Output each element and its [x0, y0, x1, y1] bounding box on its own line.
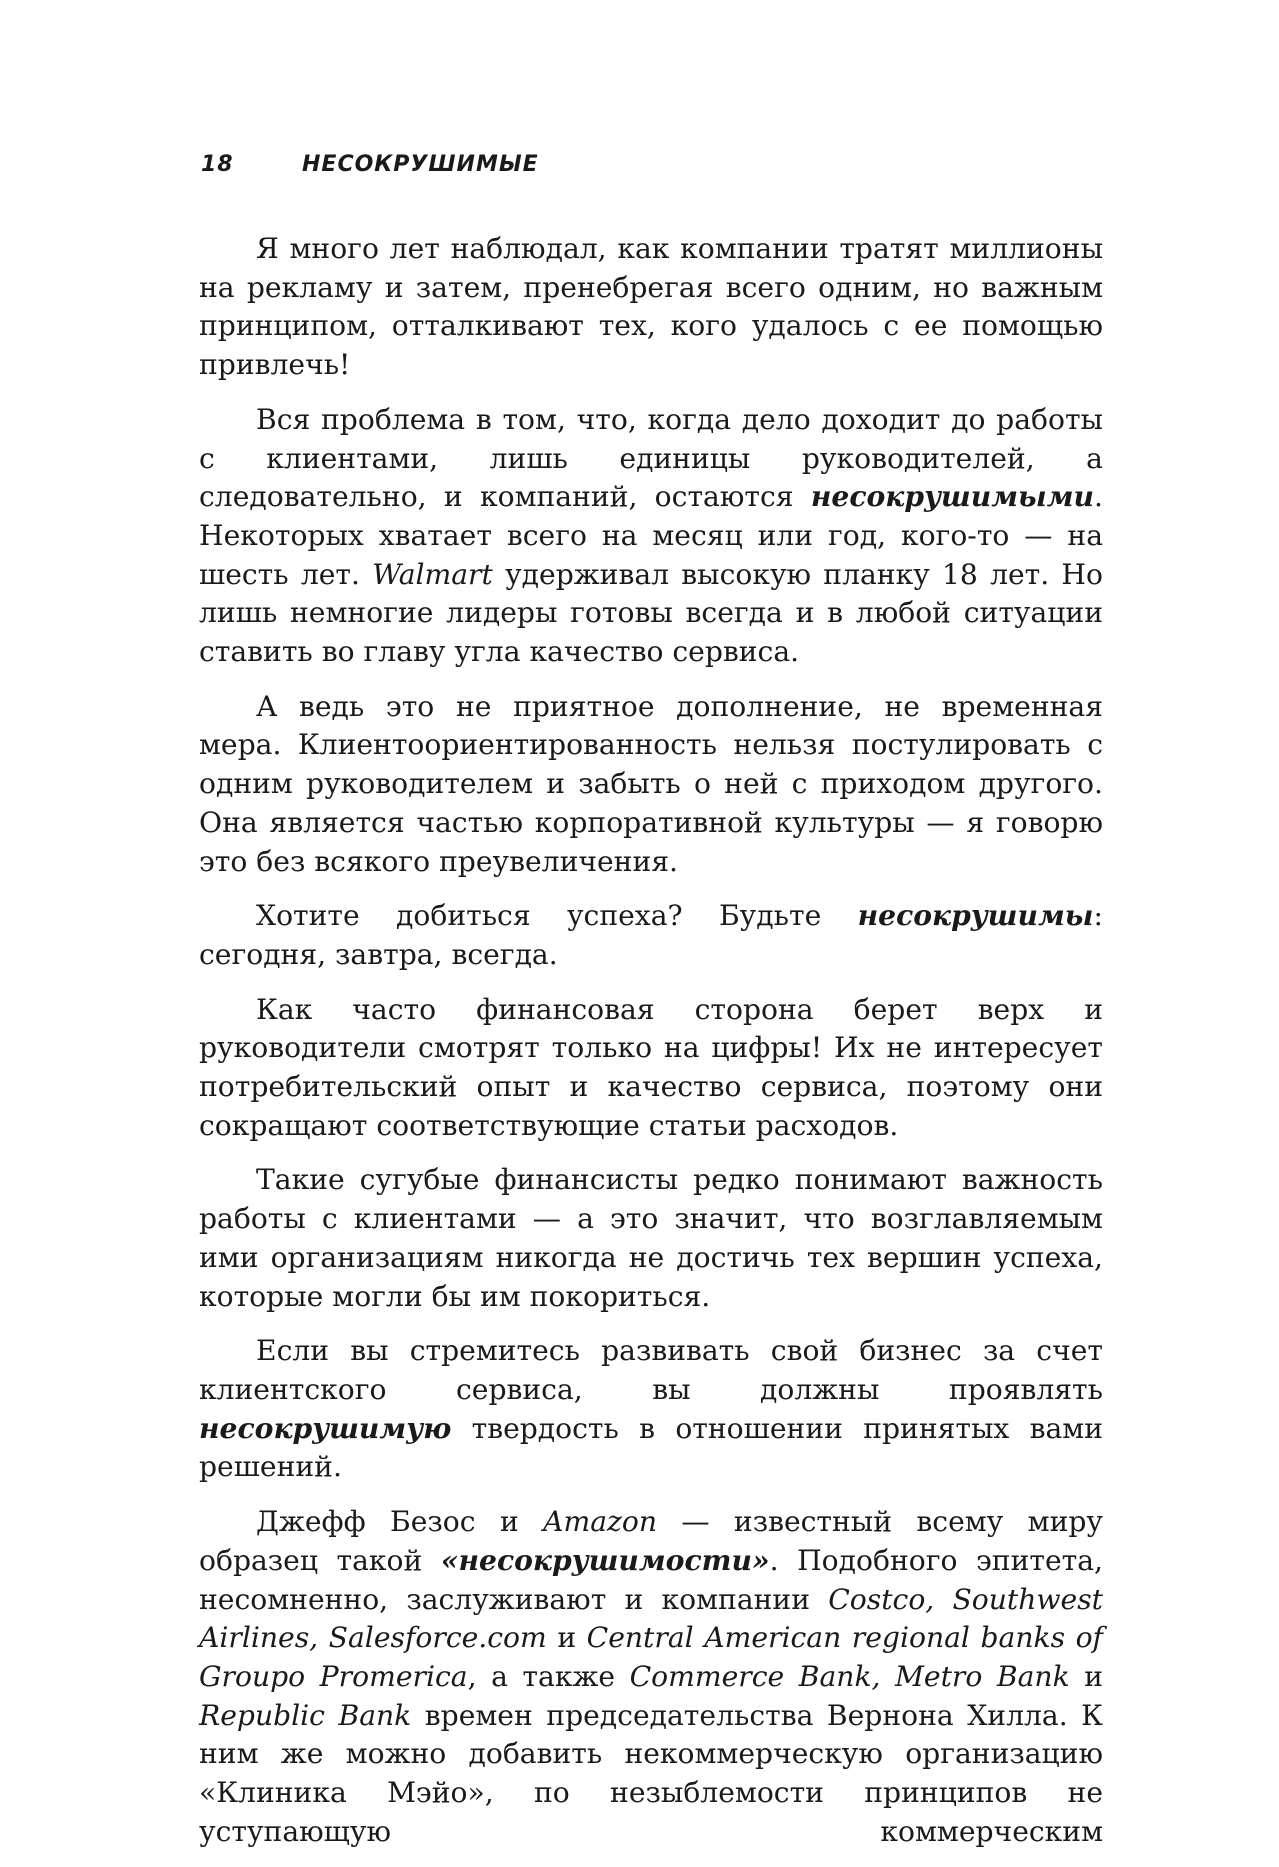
- text-run: Как часто финансовая сторона берет верх и руководители смотрят только на цифры! Их не интересует потребительский опыт и качество сервиса, поэтому они сокращают соответствующие статьи расходов.: [199, 992, 1103, 1142]
- emphasis-bold: несокрушимы: [857, 899, 1094, 933]
- text-run: удерживал высокую планку 18 лет. Но лишь немногие лидеры готовы всегда и в любой ситуации ставить во главу угла качество сервиса.: [199, 557, 1103, 669]
- text-run: . Некоторых хватает всего на месяц или год, кого-то — на шесть лет.: [199, 480, 1103, 591]
- text-run: и: [1069, 1659, 1103, 1693]
- text-run: — известный всему миру образец такой: [199, 1505, 1103, 1577]
- text-run: А ведь это не приятное дополнение, не временная мера. Клиентоориентированность нельзя постулировать с одним руководителем и забыть о ней с приходом другого. Она является частью корпоративной культуры — я говорю это без всякого преувеличения.: [199, 689, 1103, 878]
- emphasis-italic: Commerce Bank, Metro Bank: [629, 1659, 1070, 1693]
- text-run: Я много лет наблюдал, как компании тратят миллионы на рекламу и затем, пренебрегая всего одним, но важным принципом, отталкивают тех, кого удалось с ее помощью привлечь!: [199, 232, 1103, 382]
- paragraph: [199, 1503, 1103, 1851]
- text-run: : сегодня, завтра, всегда.: [199, 899, 1103, 971]
- paragraph: [199, 991, 1103, 1146]
- text-run: . Подобного эпитета, несомненно, заслуживают и компании: [199, 1543, 1103, 1616]
- paragraph: [199, 688, 1103, 882]
- text-run: Джефф Безос и: [256, 1505, 544, 1539]
- paragraph: [199, 401, 1103, 672]
- body-text: [199, 230, 1103, 1867]
- emphasis-bold: несокрушимыми: [810, 480, 1095, 514]
- running-head-title: НЕСОКРУШИМЫЕ: [302, 152, 539, 177]
- emphasis-italic: Amazon: [543, 1505, 657, 1539]
- text-run: Такие сугубые финансисты редко понимают важность работы с клиентами — а это значит, что возглавляемым ими организациям никогда не достичь тех вершин успеха, которые могли бы им покориться.: [199, 1163, 1103, 1313]
- emphasis-bold: «несокрушимости»: [440, 1543, 770, 1577]
- text-run: Вся проблема в том, что, когда дело доходит до работы с клиентами, лишь единицы руководителей, а следовательно, и компаний, остаются: [199, 402, 1103, 514]
- text-run: и: [546, 1621, 587, 1655]
- page-number: 18: [201, 152, 234, 177]
- running-head: [201, 152, 539, 177]
- emphasis-italic: Costco, Southwest Airlines, Salesforce.com: [199, 1582, 1103, 1655]
- paragraph: [199, 1161, 1103, 1316]
- emphasis-bold: несокрушимую: [199, 1411, 452, 1445]
- paragraph: [199, 230, 1103, 385]
- text-run: Если вы стремитесь развивать свой бизнес за счет клиентского сервиса, вы должны проявлять: [199, 1334, 1103, 1406]
- text-run: времен председательства Вернона Хилла. К ним же можно добавить некоммерческую организацию «Клиника Мэйо», по незыблемости принципов не уступающую коммерческим: [199, 1698, 1103, 1848]
- text-run: Хотите добиться успеха? Будьте: [256, 899, 858, 933]
- text-run: твердость в отношении принятых вами решений.: [199, 1411, 1103, 1484]
- text-run: , а также: [467, 1659, 630, 1693]
- emphasis-italic: Walmart: [372, 557, 493, 591]
- paragraph: [199, 897, 1103, 974]
- emphasis-italic: Central American regional banks of Groupo Promerica: [199, 1621, 1103, 1693]
- paragraph: [199, 1332, 1103, 1487]
- emphasis-italic: Republic Bank: [199, 1698, 412, 1732]
